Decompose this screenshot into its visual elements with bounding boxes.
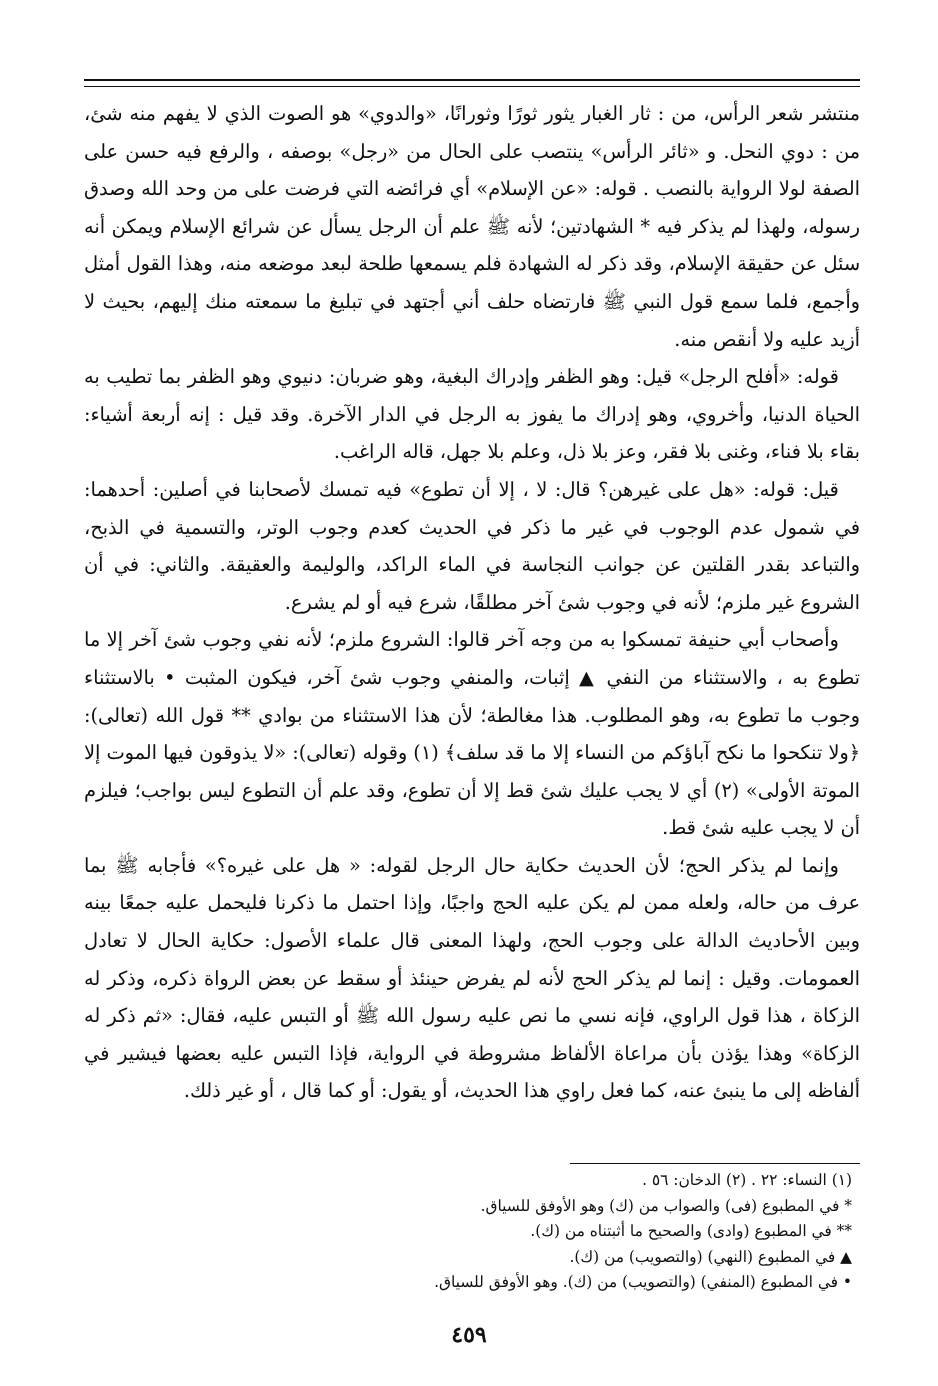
paragraph-3: قيل: قوله: «هل على غيرهن؟ قال: لا ، إلا أن تطوع» فيه تمسك لأصحابنا في أصلين: أحدهما: في شمول عدم الوجوب في غير ما ذكر في الحديث كعدم وجوب الوتر، والتسمية في الذبح، والتباعد بقدر القلتين عن جوانب النجاسة في الماء الراكد، والوليمة والعقيقة. والثاني: في أن الشروع غير ملزم؛ لأنه في وجوب شئ آخر مطلقًا، شرع فيه أو لم يشرع. bbox=[84, 477, 860, 614]
paragraph-1: منتشر شعر الرأس، من : ثار الغبار يثور ثورًا وثورانًا، «والدوي» هو الصوت الذي لا يفهم منه شئ، من : دوي النحل. و «ثائر الرأس» ينتصب على الحال من «رجل» بوصفه ، والرفع فيه حسن على الصفة لولا الرواية بالنصب . قوله: «عن الإسلام» أي فرائضه التي فرضت على من وحد الله وصدق رسوله، ولهذا لم يذكر فيه * الشهادتين؛ لأنه ﷺ علم أن الرجل يسأل عن شرائع الإسلام ويمكن أنه سئل عن حقيقة الإسلام، وقد ذكر له الشهادة فلم يسمعها طلحة لبعد موضعه منه، وهذا القول أمثل وأجمع، فلما سمع قول النبي ﷺ فارتضاه حلف أني أجتهد في تبليغ ما سمعته منك إليهم، بحيث لا أزيد عليه ولا أنقص منه. bbox=[84, 102, 860, 351]
footnote-separator bbox=[570, 1163, 860, 1164]
page-number: ٤٥٩ bbox=[451, 1322, 487, 1348]
footnote-bullet: • في المطبوع (المنفي) (والتصويب) من (ك). وهو الأوفق للسياق. bbox=[434, 1273, 852, 1291]
footnote-star: * في المطبوع (فى) والصواب من (ك) وهو الأوفق للسياق. bbox=[480, 1196, 852, 1215]
paragraph-2: قوله: «أفلح الرجل» قيل: وهو الظفر وإدراك البغية، وهو ضربان: دنيوي وهو الظفر بما تطيب به الحياة الدنيا، وأخروي، وهو إدراك ما يفوز به الرجل في الدار الآخرة. وقد قيل : إنه أربعة أشياء: بقاء بلا فناء، وغنى بلا فقر، وعز بلا ذل، وعلم بلا جهل، قاله الراغب. bbox=[84, 365, 860, 464]
paragraph-5: وإنما لم يذكر الحج؛ لأن الحديث حكاية حال الرجل لقوله: « هل على غيره؟» فأجابه ﷺ بما عرف من حاله، ولعله ممن لم يكن عليه الحج واجبًا، وإذا احتمل ما ذكرنا فليحمل عليه جمعًا بينه وبين الأحاديث الدالة على وجوب الحج، ولهذا المعنى قال علماء الأصول: حكاية الحال لا تعادل العمومات. وقيل : إنما لم يذكر الحج لأنه لم يفرض حينئذ أو سقط عن بعض الرواة ذكره، وذكر له الزكاة ، هذا قول الراوي، فإنه نسي ما نص عليه رسول الله ﷺ أو التبس عليه، فقال: «ثم ذكر له الزكاة» وهذا يؤذن بأن مراعاة الألفاظ مشروطة في الرواية، فإذا التبس عليه بعضها فيشير في ألفاظه إلى ما ينبئ عنه، كما فعل راوي هذا الحديث، أو يقول: أو كما قال ، أو غير ذلك. bbox=[84, 853, 860, 1103]
main-text bbox=[84, 95, 860, 1110]
footnote-triangle: ▲ في المطبوع (النهي) (والتصويب) من (ك). bbox=[569, 1247, 852, 1266]
footnote-double-star: ** في المطبوع (وادى) والصحيح ما أثبتناه من (ك). bbox=[530, 1222, 852, 1240]
footnotes bbox=[84, 1168, 860, 1296]
paragraph-4: وأصحاب أبي حنيفة تمسكوا به من وجه آخر قالوا: الشروع ملزم؛ لأنه نفي وجوب شئ آخر إلا ما تطوع به ، والاستثناء من النفي ▲ إثبات، والمنفي وجوب شئ آخر، فيكون المثبت • بالاستثناء وجوب ما تطوع به، وهو المطلوب. هذا مغالطة؛ لأن هذا الاستثناء من بوادي ** قول الله (تعالى): ﴿ولا تنكحوا ما نكح آباؤكم من النساء إلا ما قد سلف﴾ (١) وقوله (تعالى): «لا يذوقون فيها الموت إلا الموتة الأولى» (٢) أي لا يجب عليك شئ قط إلا أن تطوع، وقد علم أن التطوع ليس بواجب؛ فيلزم أن لا يجب عليه شئ قط. bbox=[84, 628, 860, 840]
footnote-quran-refs: (١) النساء: ٢٢ . (٢) الدخان: ٥٦ . bbox=[642, 1171, 852, 1189]
header-rule-thin bbox=[84, 86, 860, 87]
header-rule-thick bbox=[84, 79, 860, 81]
